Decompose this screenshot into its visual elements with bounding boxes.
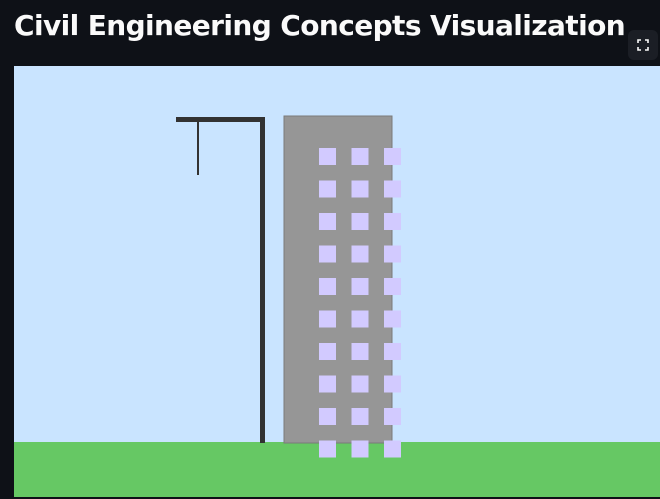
- construction-scene: [14, 66, 660, 497]
- building-window: [319, 408, 336, 425]
- page-title: Civil Engineering Concepts Visualization: [14, 9, 626, 42]
- building-window: [384, 246, 401, 263]
- building-window: [384, 441, 401, 458]
- fullscreen-button[interactable]: [628, 30, 658, 60]
- building-window: [352, 213, 369, 230]
- building-window: [352, 441, 369, 458]
- ground: [14, 442, 660, 497]
- building-window: [319, 278, 336, 295]
- crane-hook-cable: [197, 118, 199, 175]
- building-window: [319, 343, 336, 360]
- building-window: [352, 148, 369, 165]
- building-window: [384, 343, 401, 360]
- building-window: [384, 278, 401, 295]
- building-window: [352, 311, 369, 328]
- building-window: [352, 246, 369, 263]
- building-window: [319, 311, 336, 328]
- building-window: [384, 408, 401, 425]
- building-window: [352, 343, 369, 360]
- building-window: [352, 376, 369, 393]
- fullscreen-expand-icon: [637, 39, 649, 51]
- building-window: [319, 181, 336, 198]
- crane-jib: [176, 117, 265, 122]
- building-window: [384, 181, 401, 198]
- building-window: [352, 278, 369, 295]
- building-window: [384, 213, 401, 230]
- building-window: [319, 246, 336, 263]
- crane-tower: [260, 118, 265, 443]
- building-window: [319, 441, 336, 458]
- building-window: [352, 181, 369, 198]
- building-window: [384, 311, 401, 328]
- building-window: [319, 213, 336, 230]
- building-window: [384, 148, 401, 165]
- building-window: [352, 408, 369, 425]
- building-window: [319, 148, 336, 165]
- building-window: [384, 376, 401, 393]
- building: [284, 116, 392, 443]
- building-window: [319, 376, 336, 393]
